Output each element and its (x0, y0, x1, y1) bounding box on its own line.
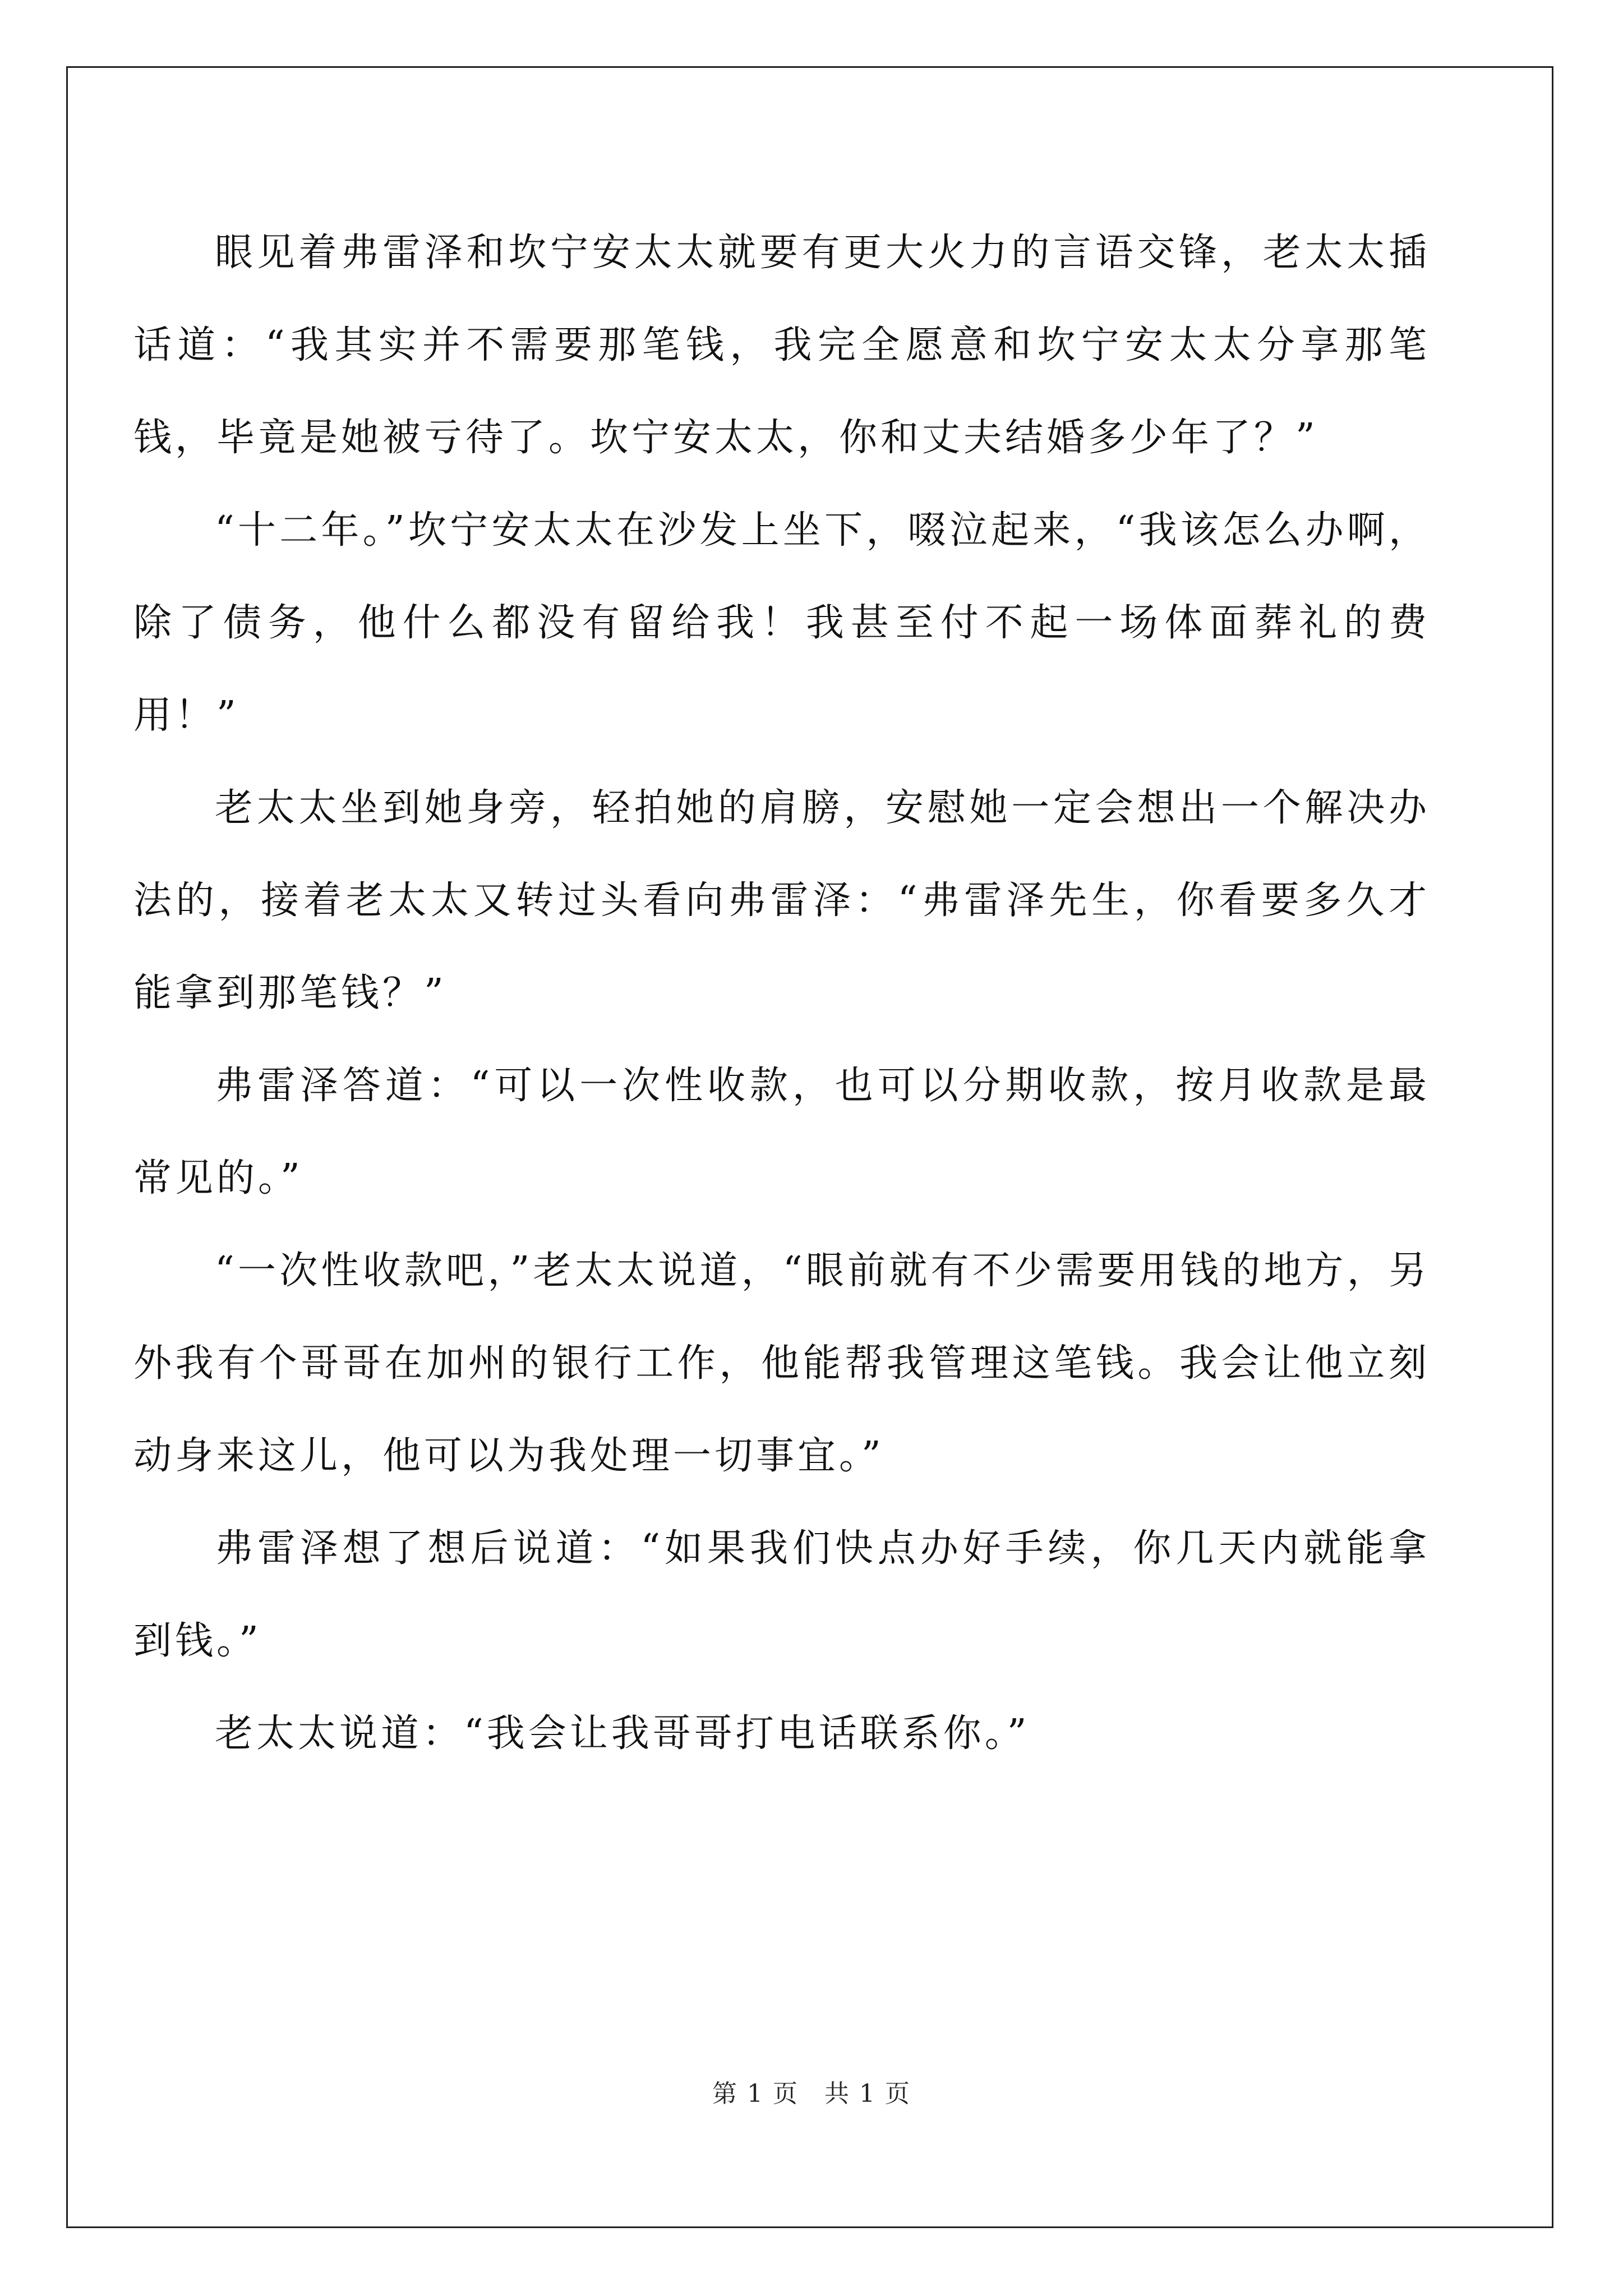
page-number-footer: 第 1 页 共 1 页 (712, 2079, 911, 2108)
paragraph-3: 老太太坐到她身旁，轻拍她的肩膀，安慰她一定会想出一个解决办法的，接着老太太又转过头看向弗雷泽：“弗雷泽先生，你看要多久才能拿到那笔钱？” (133, 786, 1430, 1015)
paragraph-5: “一次性收款吧，”老太太说道，“眼前就有不少需要用钱的地方，另外我有个哥哥在加州的银行工作，他能帮我管理这笔钱。我会让他立刻动身来这儿，他可以为我处理一切事宜。” (133, 1249, 1430, 1478)
paragraph-6: 弗雷泽想了想后说道：“如果我们快点办好手续，你几天内就能拿到钱。” (133, 1526, 1431, 1663)
paragraph-2: “十二年。”坎宁安太太在沙发上坐下，啜泣起来，“我该怎么办啊，除了债务，他什么都没有留给我！我甚至付不起一场体面葬礼的费用！” (133, 508, 1430, 738)
paragraph-4: 弗雷泽答道：“可以一次性收款，也可以分期收款，按月收款是最常见的。” (133, 1064, 1430, 1200)
paragraph-1: 眼见着弗雷泽和坎宁安太太就要有更大火力的言语交锋，老太太插话道：“我其实并不需要那笔钱，我完全愿意和坎宁安太太分享那笔钱，毕竟是她被亏待了。坎宁安太太，你和丈夫结婚多少年了？” (133, 231, 1430, 460)
paragraph-7: 老太太说道：“我会让我哥哥打电话联系你。” (215, 1711, 1030, 1756)
document-body (133, 206, 1430, 1780)
